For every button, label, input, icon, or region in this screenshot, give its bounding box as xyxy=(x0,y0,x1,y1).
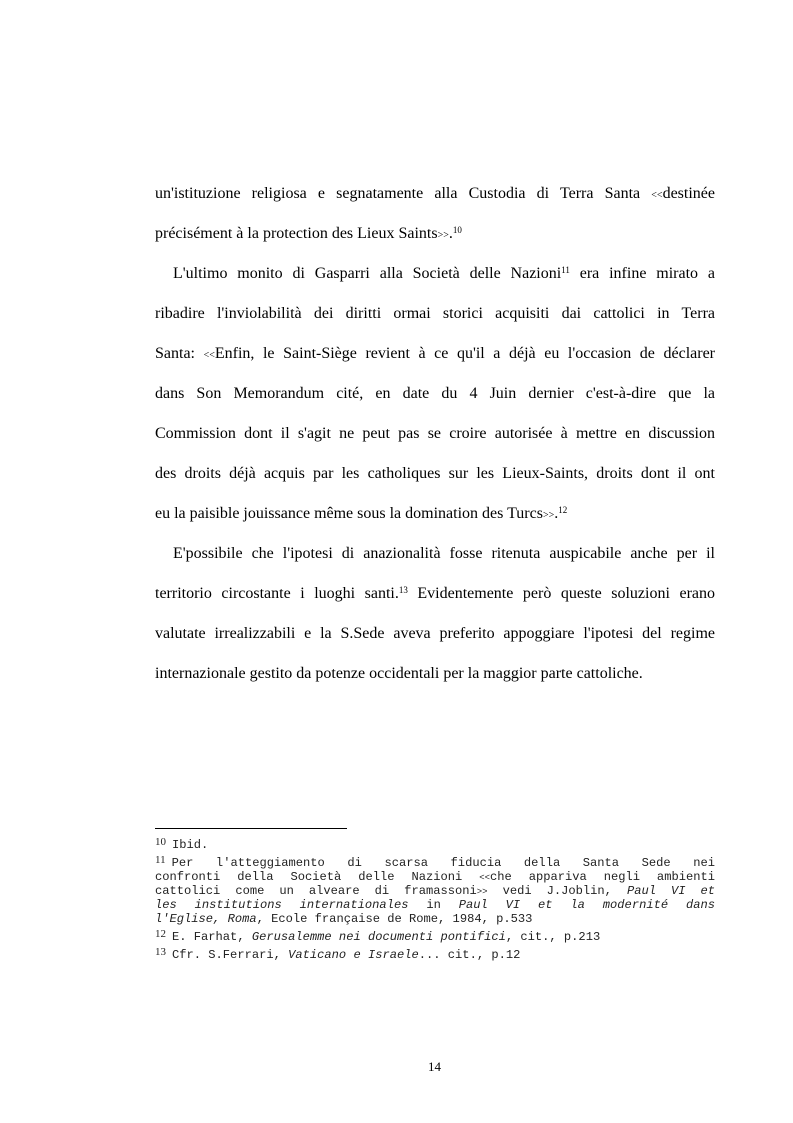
footnote-10 xyxy=(155,838,715,852)
footnote-11-line xyxy=(155,912,715,926)
footnote-text: , Ecole française de Rome, 1984, p.533 xyxy=(256,912,533,926)
footnote-12 xyxy=(155,930,715,944)
quote-mark: >> xyxy=(437,230,449,241)
body-text: era infine mirato a xyxy=(569,265,716,282)
footnote-11-line xyxy=(155,870,715,885)
footnote-11 xyxy=(155,856,715,870)
footnote-title: Paul VI et la modernité dans xyxy=(458,898,715,912)
footnote-text: E. Farhat, xyxy=(172,930,252,944)
quote-mark: >> xyxy=(476,887,488,897)
body-text: L'ultimo monito di Gasparri alla Società delle Nazioni xyxy=(173,265,562,282)
footnote-text: Per l'atteggiamento di scarsa fiducia della Santa Sede nei xyxy=(171,856,715,870)
footnote-ref: 13 xyxy=(398,585,408,595)
footnote-number: 12 xyxy=(155,928,166,940)
body-text: Enfin, le Saint-Siège revient à ce qu'il a déjà eu l'occasion de déclarer xyxy=(214,345,715,362)
body-text: Evidentemente però queste soluzioni erano xyxy=(407,585,715,602)
body-line: valutate irrealizzabili e la S.Sede aveva preferito appoggiare l'ipotesi del regime xyxy=(155,625,715,642)
footnote-title: Vaticano e Israele xyxy=(288,948,419,962)
body-text: eu la paisible jouissance même sous la domination des Turcs xyxy=(155,505,543,522)
body-line: dans Son Memorandum cité, en date du 4 Juin dernier c'est-à-dire que la xyxy=(155,385,715,402)
body-line: ribadire l'inviolabilità dei diritti ormai storici acquisiti dai cattolici in Terra xyxy=(155,305,715,322)
footnote-separator xyxy=(155,828,347,829)
body-line xyxy=(155,344,715,366)
footnote-title: Gerusalemme nei documenti pontifici xyxy=(251,930,506,944)
page-number: 14 xyxy=(428,1059,441,1074)
footnote-title: l'Eglise, Roma xyxy=(155,912,257,926)
footnote-text: , cit., p.213 xyxy=(505,930,601,944)
body-text: . xyxy=(448,225,453,242)
body-line: Commission dont il s'agit ne peut pas se croire autorisée à mettre en discussion xyxy=(155,425,715,442)
footnote-ref: 11 xyxy=(561,265,570,275)
footnote-text: in xyxy=(408,898,459,912)
footnote-text: confronti della Società delle Nazioni xyxy=(155,870,480,884)
footnote-title: les institutions internationales xyxy=(155,898,409,912)
body-text: destinée xyxy=(662,185,715,202)
footnote-number: 13 xyxy=(155,946,166,958)
body-line xyxy=(173,264,715,284)
footnote-ref: 12 xyxy=(558,505,568,515)
body-line xyxy=(155,184,715,206)
footnote-11-line xyxy=(155,898,715,912)
footnote-text: Cfr. S.Ferrari, xyxy=(172,948,289,962)
body-text: précisément à la protection des Lieux Saints xyxy=(155,225,438,242)
footnote-number: 10 xyxy=(155,836,166,848)
body-line: des droits déjà acquis par les catholiques sur les Lieux-Saints, droits dont il ont xyxy=(155,465,715,482)
footnote-text: Ibid. xyxy=(172,838,209,852)
footnote-11-line xyxy=(155,884,715,899)
footnote-text: cattolici come un alveare di framassoni xyxy=(155,884,477,898)
quote-mark: << xyxy=(203,350,215,361)
body-line xyxy=(155,504,715,526)
quote-mark: << xyxy=(479,873,490,883)
body-line xyxy=(155,584,715,604)
body-text: . xyxy=(554,505,559,522)
footnote-text: ... cit., p.12 xyxy=(418,948,521,962)
quote-mark: >> xyxy=(542,510,555,521)
footnote-text: vedi J.Joblin, xyxy=(487,884,627,898)
body-text: territorio circostante i luoghi santi. xyxy=(155,585,399,602)
footnote-title: Paul VI et xyxy=(626,884,715,898)
body-text: Santa: xyxy=(155,345,204,362)
footnote-13 xyxy=(155,948,715,962)
body-line: internazionale gestito da potenze occidentali per la maggior parte cattoliche. xyxy=(155,665,643,682)
quote-mark: << xyxy=(651,190,663,201)
body-text: un'istituzione religiosa e segnatamente alla Custodia di Terra Santa xyxy=(155,185,652,202)
footnote-text: che appariva negli ambienti xyxy=(490,870,715,884)
body-line: E'possibile che l'ipotesi di anazionalità fosse ritenuta auspicabile anche per il xyxy=(173,545,715,562)
footnote-ref: 10 xyxy=(452,225,462,235)
footnote-number: 11 xyxy=(155,854,166,866)
body-line xyxy=(155,224,715,246)
